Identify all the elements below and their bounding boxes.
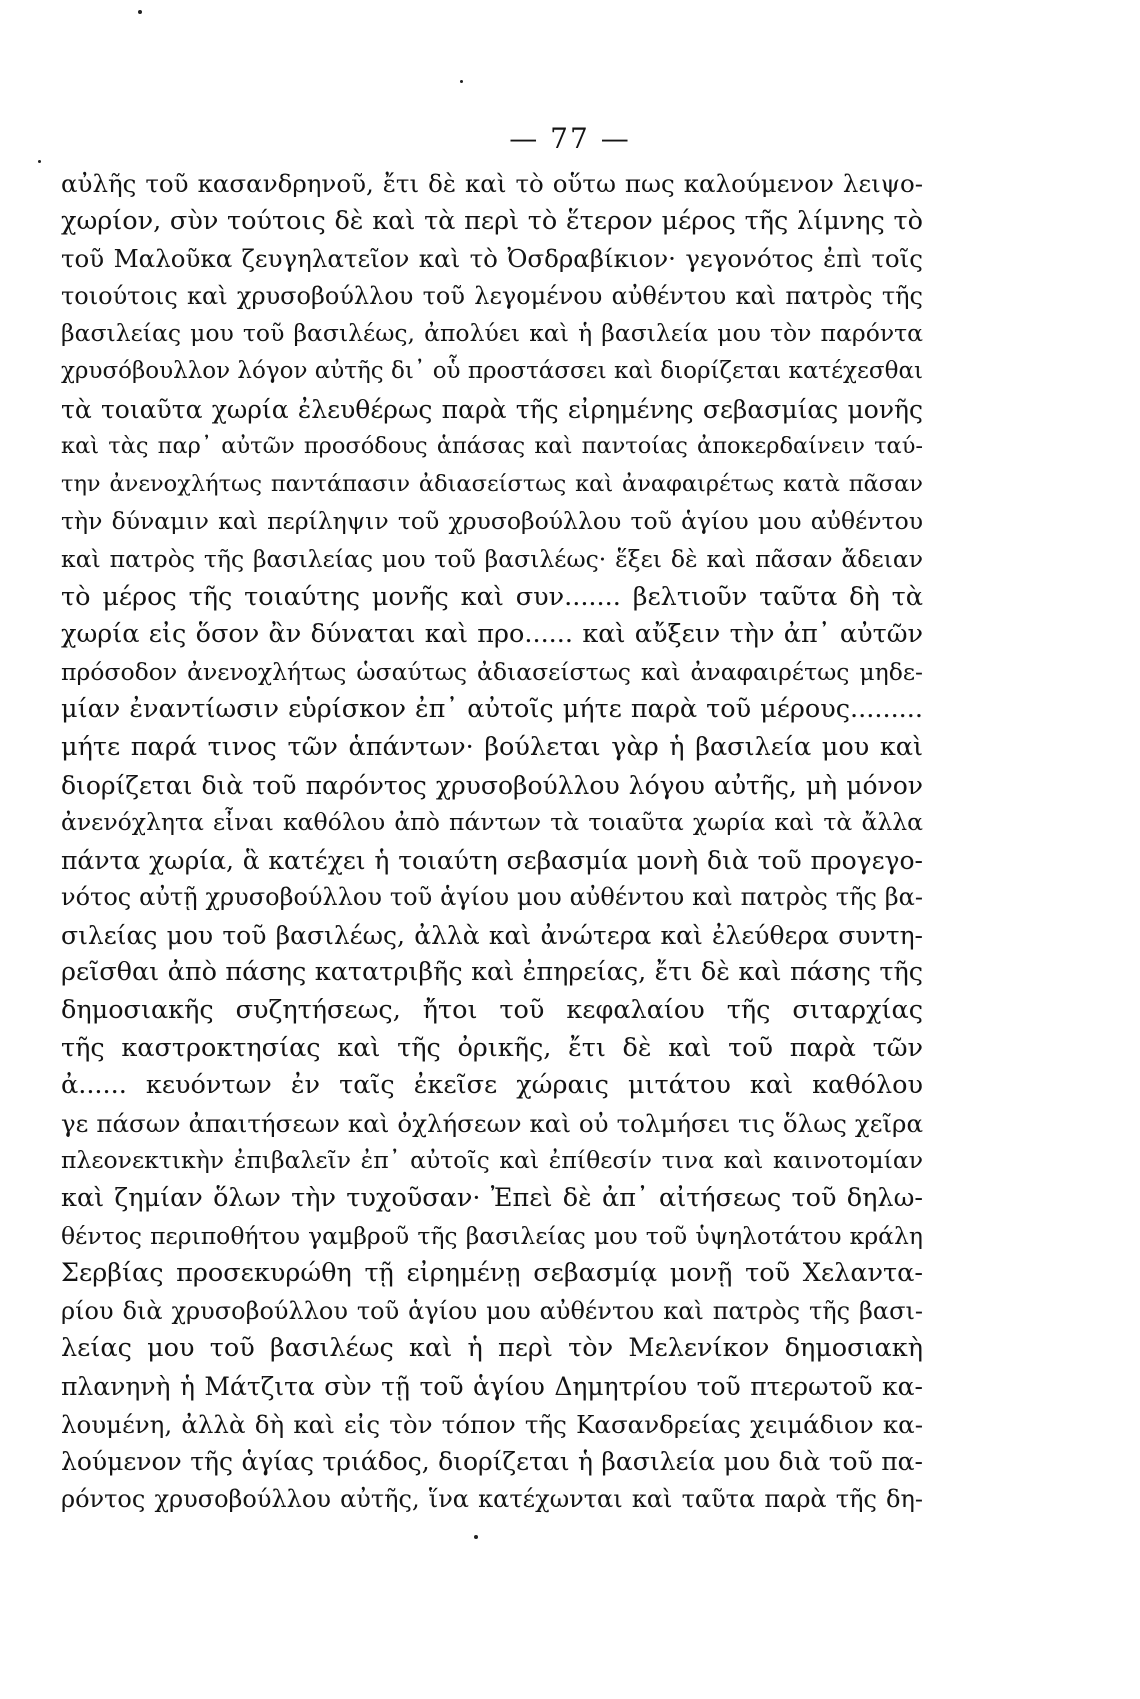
text-line: διορίζεται διὰ τοῦ παρόντος χρυσοβούλλου λόγου αὐτῆς, μὴ μόνον xyxy=(61,770,923,800)
speck-mark xyxy=(38,160,41,163)
page-number: — 77 — xyxy=(509,122,631,155)
text-line: Σερβίας προσεκυρώθη τῇ εἰρημένῃ σεβασμίᾳ μονῇ τοῦ Χελαντα- xyxy=(61,1258,923,1289)
text-line: τὸ μέρος τῆς τοιαύτης μονῆς καὶ συν....... βελτιοῦν ταῦτα δὴ τὰ xyxy=(61,581,923,612)
speck-mark xyxy=(460,80,463,83)
text-line: καὶ ζημίαν ὅλων τὴν τυχοῦσαν· Ἐπεὶ δὲ ἀπ᾽ αἰτήσεως τοῦ δηλω- xyxy=(61,1183,923,1214)
text-line: πλανηνὴ ἡ Μάτζιτα σὺν τῇ τοῦ ἁγίου Δημητρίου τοῦ πτερωτοῦ κα- xyxy=(61,1372,923,1401)
text-line: ρόντος χρυσοβούλλου αὐτῆς, ἵνα κατέχωνται καὶ ταῦτα παρὰ τῆς δη- xyxy=(61,1484,923,1513)
text-line: τῆς καστροκτησίας καὶ τῆς ὀρικῆς, ἔτι δὲ καὶ τοῦ παρὰ τῶν xyxy=(61,1032,923,1063)
text-line: σιλείας μου τοῦ βασιλέως, ἀλλὰ καὶ ἀνώτερα καὶ ἐλεύθερα συντη- xyxy=(61,920,923,950)
text-line: χωρία εἰς ὅσον ἂν δύναται καὶ προ...... καὶ αὔξειν τὴν ἀπ᾽ αὐτῶν xyxy=(61,619,923,650)
speck-mark xyxy=(138,10,142,14)
text-line: ρεῖσθαι ἀπὸ πάσης κατατριβῆς καὶ ἐπηρείας, ἔτι δὲ καὶ πάσης τῆς xyxy=(61,957,923,988)
text-line: χρυσόβουλλον λόγον αὐτῆς δι᾽ οὗ προστάσσει καὶ διορίζεται κατέχεσθαι xyxy=(61,357,923,384)
text-line: ἀνενόχλητα εἶναι καθόλου ἀπὸ πάντων τὰ τοιαῦτα χωρία καὶ τὰ ἄλλα xyxy=(61,808,923,837)
text-line: θέντος περιποθήτου γαμβροῦ τῆς βασιλείας μου τοῦ ὑψηλοτάτου κράλη xyxy=(61,1221,923,1250)
text-line: πάντα χωρία, ἃ κατέχει ἡ τοιαύτη σεβασμία μονὴ διὰ τοῦ προγεγο- xyxy=(61,845,923,875)
text-line: λούμενον τῆς ἁγίας τριάδος, διορίζεται ἡ βασιλεία μου διὰ τοῦ πα- xyxy=(61,1447,923,1477)
text-line: μίαν ἐναντίωσιν εὑρίσκον ἐπ᾽ αὐτοῖς μήτε παρὰ τοῦ μέρους......... xyxy=(61,694,923,725)
text-line: βασιλείας μου τοῦ βασιλέως, ἀπολύει καὶ ἡ βασιλεία μου τὸν παρόντα xyxy=(61,319,923,348)
text-line: πρόσοδον ἀνενοχλήτως ὡσαύτως ἀδιασείστως καὶ ἀναφαιρέτως μηδε- xyxy=(61,657,923,686)
text-line: καὶ πατρὸς τῆς βασιλείας μου τοῦ βασιλέως· ἕξει δὲ καὶ πᾶσαν ἄδειαν xyxy=(61,544,923,573)
text-line: τὰ τοιαῦτα χωρία ἐλευθέρως παρὰ τῆς εἰρημένης σεβασμίας μονῆς xyxy=(61,394,923,424)
text-line: την ἀνενοχλήτως παντάπασιν ἀδιασείστως καὶ ἀναφαιρέτως κατὰ πᾶσαν xyxy=(61,470,923,497)
text-line: γε πάσων ἀπαιτήσεων καὶ ὀχλήσεων καὶ οὐ τολμήσει τις ὅλως χεῖρα xyxy=(61,1108,923,1138)
text-line: πλεονεκτικὴν ἐπιβαλεῖν ἐπ᾽ αὐτοῖς καὶ ἐπίθεσίν τινα καὶ καινοτομίαν xyxy=(61,1146,923,1175)
text-line: δημοσιακῆς συζητήσεως, ἤτοι τοῦ κεφαλαίου τῆς σιταρχίας xyxy=(61,995,923,1026)
text-line: αὐλῆς τοῦ κασανδρηνοῦ, ἔτι δὲ καὶ τὸ οὕτω πως καλούμενον λειψο- xyxy=(61,169,923,198)
text-line: τοῦ Μαλοῦκα ζευγηλατεῖον καὶ τὸ Ὀσδραβίκιον· γεγονότος ἐπὶ τοῖς xyxy=(61,244,923,274)
text-line: μήτε παρά τινος τῶν ἁπάντων· βούλεται γὰρ ἡ βασιλεία μου καὶ xyxy=(61,731,923,762)
text-line: καὶ τὰς παρ᾽ αὐτῶν προσόδους ἁπάσας καὶ παντοίας ἀποκερδαίνειν ταύ- xyxy=(61,433,923,460)
text-line: τοιούτοις καὶ χρυσοβούλλου τοῦ λεγομένου αὐθέντου καὶ πατρὸς τῆς xyxy=(61,281,923,310)
text-line: χωρίον, σὺν τούτοις δὲ καὶ τὰ περὶ τὸ ἕτερον μέρος τῆς λίμνης τὸ xyxy=(61,205,923,236)
body-text xyxy=(61,165,923,1518)
text-line: λουμένη, ἀλλὰ δὴ καὶ εἰς τὸν τόπον τῆς Κασανδρείας χειμάδιον κα- xyxy=(61,1409,923,1439)
speck-mark xyxy=(474,1535,478,1539)
text-line: τὴν δύναμιν καὶ περίληψιν τοῦ χρυσοβούλλου τοῦ ἁγίου μου αὐθέντου xyxy=(61,507,923,536)
text-line: νότος αὐτῇ χρυσοβούλλου τοῦ ἁγίου μου αὐθέντου καὶ πατρὸς τῆς βα- xyxy=(61,883,923,912)
text-line: λείας μου τοῦ βασιλέως καὶ ἡ περὶ τὸν Μελενίκον δημοσιακὴ xyxy=(61,1333,923,1364)
text-line: ρίου διὰ χρυσοβούλλου τοῦ ἁγίου μου αὐθέντου καὶ πατρὸς τῆς βασι- xyxy=(61,1296,923,1325)
text-line: ἀ...... κευόντων ἐν ταῖς ἐκεῖσε χώραις μιτάτου καὶ καθόλου xyxy=(61,1070,923,1101)
